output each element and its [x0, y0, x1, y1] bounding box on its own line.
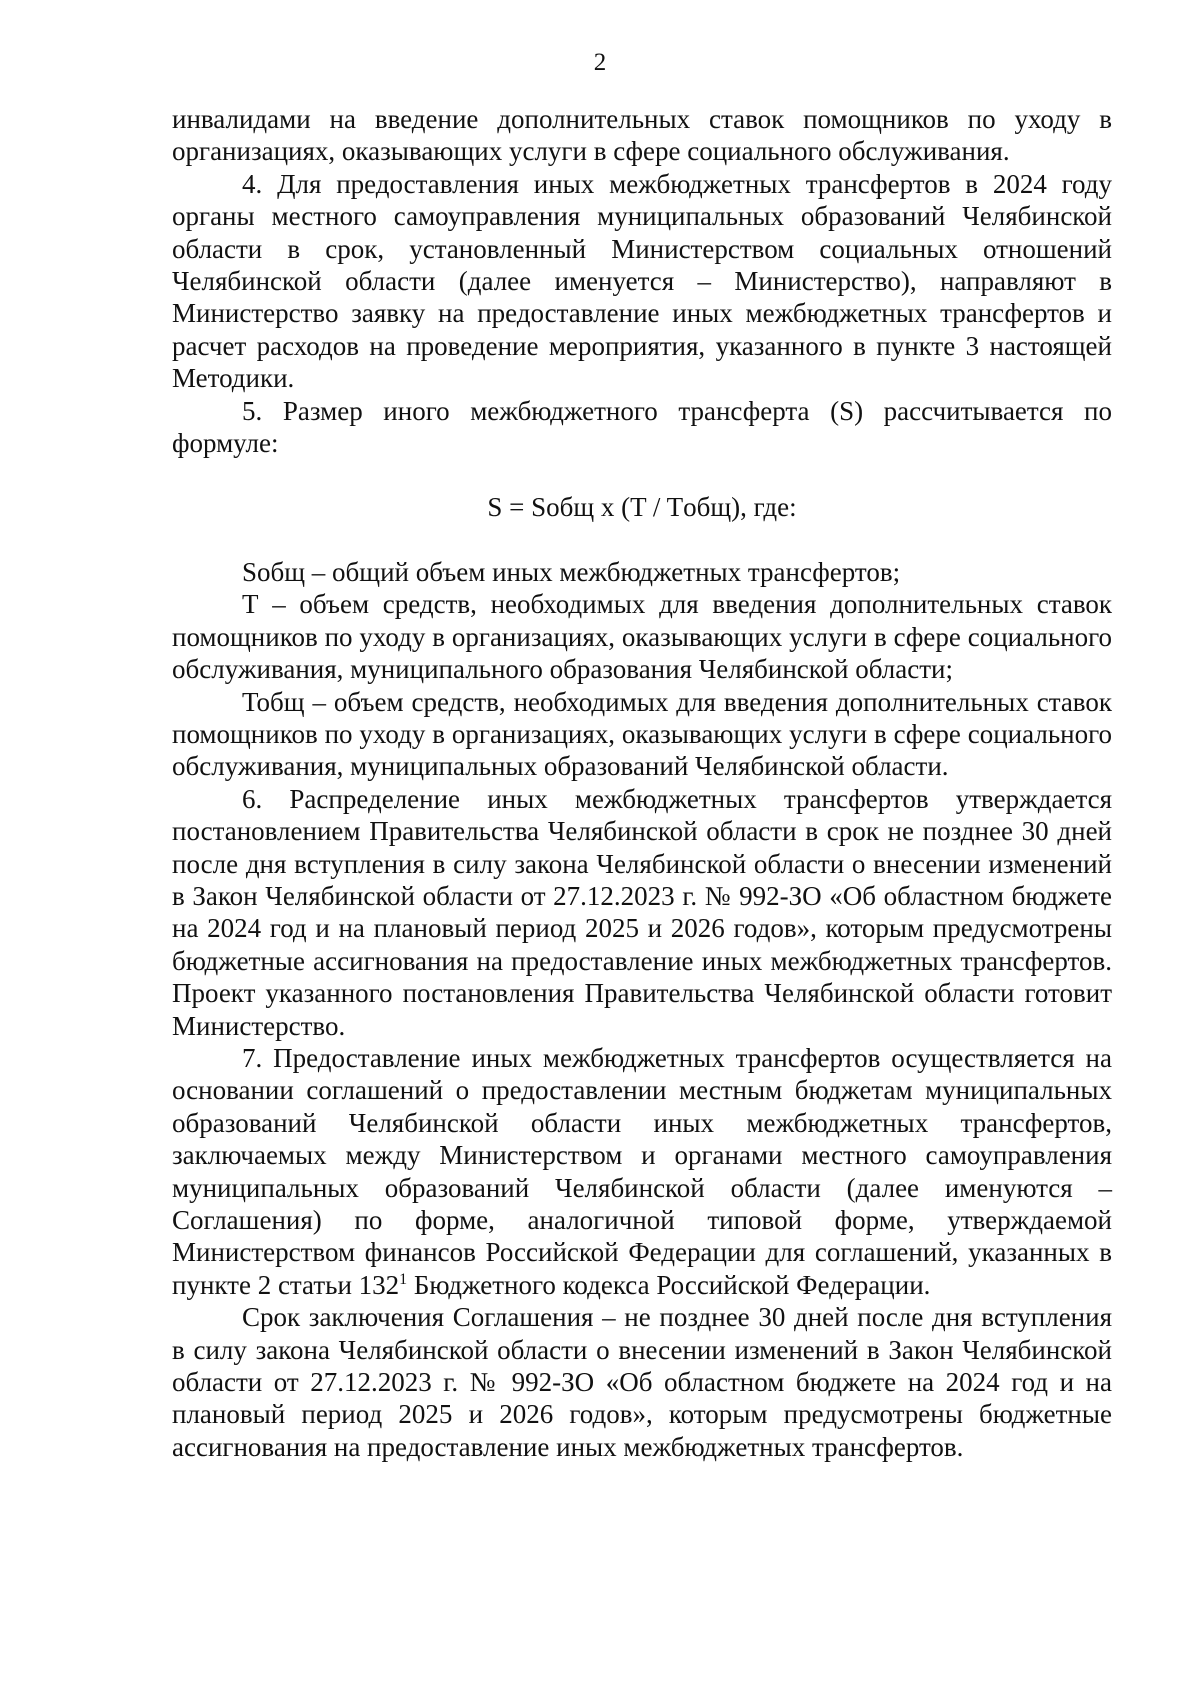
formula: S = Sобщ x (T / Tобщ), где:	[487, 492, 797, 523]
page-number: 2	[593, 49, 607, 76]
paragraph-continuation: инвалидами на введение дополнительных ставок помощников по уходу в организациях, оказывающих услуги в сфере социального обслуживания.	[172, 104, 1112, 167]
paragraph-item-7	[172, 1042, 1112, 1301]
paragraph-item-4: 4. Для предоставления иных межбюджетных трансфертов в 2024 году органы местного самоуправления муниципальных образований Челябинской области в срок, установленный Министерством социальных отношений Челябинской области (далее именуется – Министерство), направляют в Министерство заявку на предоставление иных межбюджетных трансфертов и расчет расходов на проведение мероприятия, указанного в пункте 3 настоящей Методики.	[172, 168, 1112, 394]
paragraph-item-5: 5. Размер иного межбюджетного трансферта (S) рассчитывается по формуле:	[172, 395, 1112, 459]
definition-t: Т – объем средств, необходимых для введения дополнительных ставок помощников по уходу в организациях, оказывающих услуги в сфере социального обслуживания, муниципального образования Челябинской области;	[172, 589, 1112, 685]
paragraph-item-7-tail: Бюджетного кодекса Российской Федерации.	[407, 1269, 931, 1300]
article-superscript: 1	[399, 1270, 408, 1288]
document-body	[172, 103, 1112, 1463]
paragraph-item-7-main: 7. Предоставление иных межбюджетных трансфертов осуществляется на основании соглашений о предоставлении местным бюджетам муниципальных образований Челябинской области иных межбюджетных трансфертов, заключаемых между Министерством и органами местного самоуправления муниципальных образований Челябинской области (далее именуются – Соглашения) по форме, аналогичной типовой форме, утверждаемой Министерством финансов Российской Федерации для соглашений, указанных в пункте 2 статьи 132	[172, 1042, 1112, 1300]
definition-sobsh: Sобщ – общий объем иных межбюджетных трансфертов;	[242, 556, 901, 587]
paragraph-agreement-term: Срок заключения Соглашения – не позднее 30 дней после дня вступления в силу закона Челябинской области о внесении изменений в Закон Челябинской области от 27.12.2023 г. № 992-ЗО «Об областном бюджете на 2024 год и на плановый период 2025 и 2026 годов», которым предусмотрены бюджетные ассигнования на предоставление иных межбюджетных трансфертов.	[172, 1302, 1112, 1462]
paragraph-item-6: 6. Распределение иных межбюджетных трансфертов утверждается постановлением Правительства Челябинской области в срок не позднее 30 дней после дня вступления в силу закона Челябинской области о внесении изменений в Закон Челябинской области от 27.12.2023 г. № 992-ЗО «Об областном бюджете на 2024 год и на плановый период 2025 и 2026 годов», которым предусмотрены бюджетные ассигнования на предоставление иных межбюджетных трансфертов. Проект указанного постановления Правительства Челябинской области готовит Министерство.	[172, 783, 1112, 1041]
definition-tobsh: Тобщ – объем средств, необходимых для введения дополнительных ставок помощников по уходу в организациях, оказывающих услуги в сфере социального обслуживания, муниципальных образований Челябинской области.	[172, 686, 1112, 782]
